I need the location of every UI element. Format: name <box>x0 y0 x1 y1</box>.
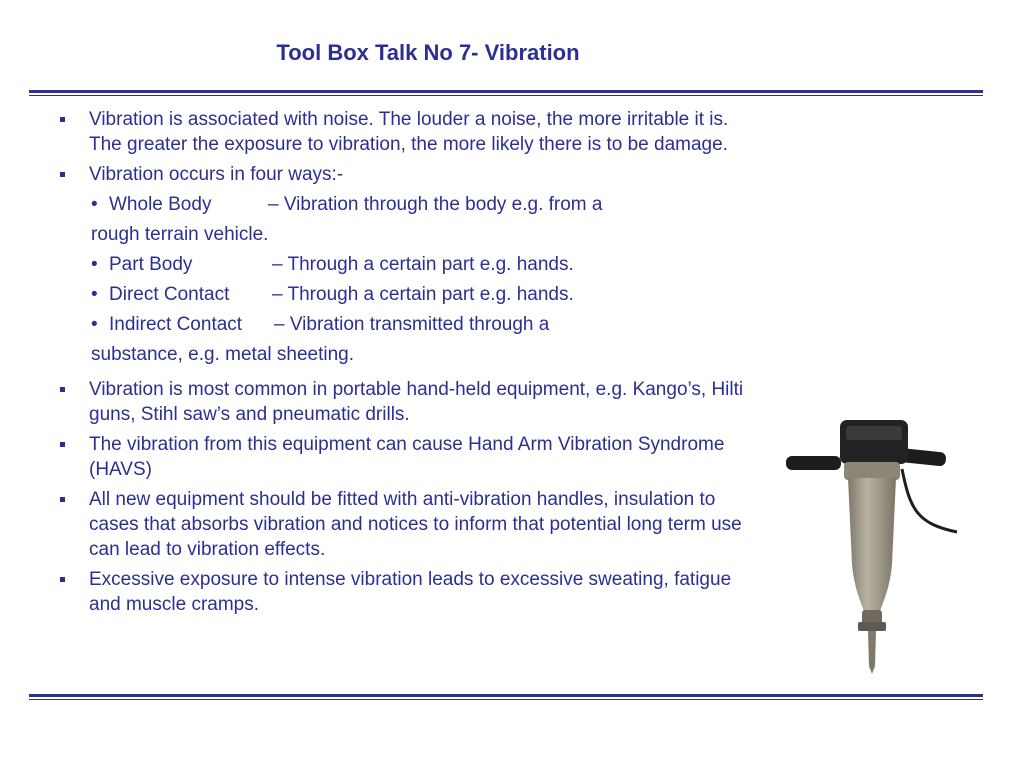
sub-item-desc: – Through a certain part e.g. hands. <box>272 254 574 275</box>
sub-item-desc: – Through a certain part e.g. hands. <box>272 284 574 305</box>
sub-item-direct-contact <box>56 282 746 312</box>
slide-title: Tool Box Talk No 7- Vibration <box>276 40 580 65</box>
dot-bullet-icon: • <box>91 194 98 215</box>
sub-item-continuation <box>56 222 746 252</box>
sub-item-desc: – Vibration through the body e.g. from a <box>268 194 603 215</box>
sub-item-whole-body <box>56 192 746 222</box>
bullet-text: Vibration is associated with noise. The louder a noise, the more irritable it is. The greater the exposure to vibration, the more likely there is to be damage. <box>89 109 729 155</box>
bullet-item <box>56 487 746 562</box>
dot-bullet-icon: • <box>91 284 98 305</box>
sub-item-desc: – Vibration transmitted through a <box>274 314 550 335</box>
bottom-divider <box>29 694 983 700</box>
bullet-text: Excessive exposure to intense vibration leads to excessive sweating, fatigue and muscle cramps. <box>89 569 732 615</box>
slide-content <box>56 107 746 622</box>
bullet-item <box>56 162 746 187</box>
top-divider <box>29 90 983 96</box>
square-bullet-icon <box>60 117 65 122</box>
square-bullet-icon <box>60 497 65 502</box>
sub-item-term: Whole Body <box>109 194 212 215</box>
sub-item-term: Indirect Contact <box>109 314 243 335</box>
jackhammer-illustration <box>782 414 962 676</box>
bullet-text: All new equipment should be fitted with anti-vibration handles, insulation to cases that absorbs vibration and notices to inform that potential long term use can lead to vibration effects. <box>89 489 742 560</box>
square-bullet-icon <box>60 172 65 177</box>
square-bullet-icon <box>60 387 65 392</box>
square-bullet-icon <box>60 577 65 582</box>
sub-item-desc-cont: rough terrain vehicle. <box>91 224 269 245</box>
sub-item-continuation <box>56 342 746 372</box>
sub-item-desc-cont: substance, e.g. metal sheeting. <box>91 344 354 365</box>
bullet-item <box>56 567 746 617</box>
bullet-item <box>56 432 746 482</box>
sub-item-term: Direct Contact <box>109 284 230 305</box>
bullet-item <box>56 107 746 157</box>
sub-item-part-body <box>56 252 746 282</box>
bullet-text: Vibration is most common in portable hand-held equipment, e.g. Kango’s, Hilti guns, Stihl saw’s and pneumatic drills. <box>89 379 744 425</box>
sub-item-term: Part Body <box>109 254 193 275</box>
sub-item-indirect-contact <box>56 312 746 342</box>
dot-bullet-icon: • <box>91 314 98 335</box>
dot-bullet-icon: • <box>91 254 98 275</box>
bullet-item <box>56 377 746 427</box>
bullet-text: The vibration from this equipment can cause Hand Arm Vibration Syndrome (HAVS) <box>89 434 725 480</box>
square-bullet-icon <box>60 442 65 447</box>
sub-bullet-list <box>56 192 746 372</box>
bullet-text: Vibration occurs in four ways:- <box>89 164 344 185</box>
